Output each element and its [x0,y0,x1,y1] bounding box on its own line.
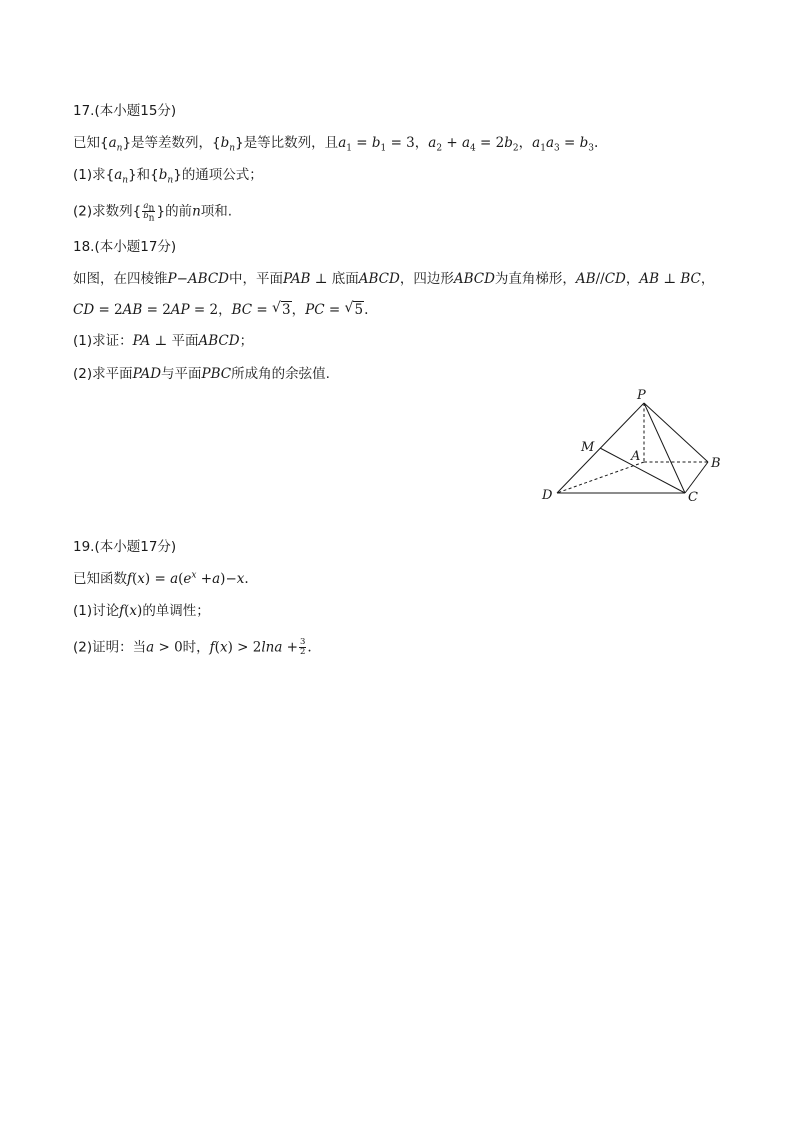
edge-CB [685,462,708,493]
label-B: B [711,456,721,471]
q18-statement-line1: 如图，在四棱锥P−ABCD中，平面PAB ⊥ 底面ABCD，四边形ABCD为直角梯形，AB//CD，AB ⊥ BC， [73,271,715,287]
fraction-3-over-2: $\frac{3}{2}$ [300,637,306,657]
q17-part1: (1)求$\{a_n\}$和$\{b_n\}$的通项公式； [73,167,263,186]
q17-statement: 已知$\{a_n\}$是等差数列，$\{b_n\}$是等比数列，且$a_1 = b_1 = 3$，$a_2 + a_4 = 2b_2$，$a_1a_3 = b_3$. [73,135,599,154]
q18-header: 18.(本小题17分) [73,239,177,255]
q18-part2: (2)求平面PAD与平面PBC所成角的余弦值. [73,366,330,382]
q19-part1: (1)讨论f(x)的单调性； [73,603,210,619]
pyramid-figure [530,385,730,510]
label-A: A [631,449,641,464]
edge-AD-hidden [557,462,644,493]
edge-PC [644,403,685,493]
segment-MC [600,448,685,493]
q18-statement-line2: CD = 2AB = 2AP = 2，BC = √ 3，PC = √ 5. [73,300,369,318]
label-C: C [688,490,698,505]
sqrt-5: √ 5 [344,300,364,318]
label-P: P [637,388,646,403]
q17-header: 17.(本小题15分) [73,103,177,119]
q18-part1: (1)求证：PA ⊥ 平面ABCD； [73,333,254,349]
sqrt-3: √ 3 [272,300,291,318]
label-D: D [542,488,553,503]
q19-statement: 已知函数$f(x) = a(e^x +a)-x$. [73,570,249,587]
edge-PB [644,403,708,462]
q19-part2: (2)证明：当a > 0时，f(x) > 2lna + $\frac{3}{2}$ . [73,637,312,657]
fraction-an-over-bn: $\frac{a_n}{b_n}$ [143,201,155,224]
q17-part2: (2)求数列{ $\frac{a_n}{b_n}$ }的前n项和. [73,201,233,224]
q19-header: 19.(本小题17分) [73,539,177,555]
label-M: M [581,440,595,455]
